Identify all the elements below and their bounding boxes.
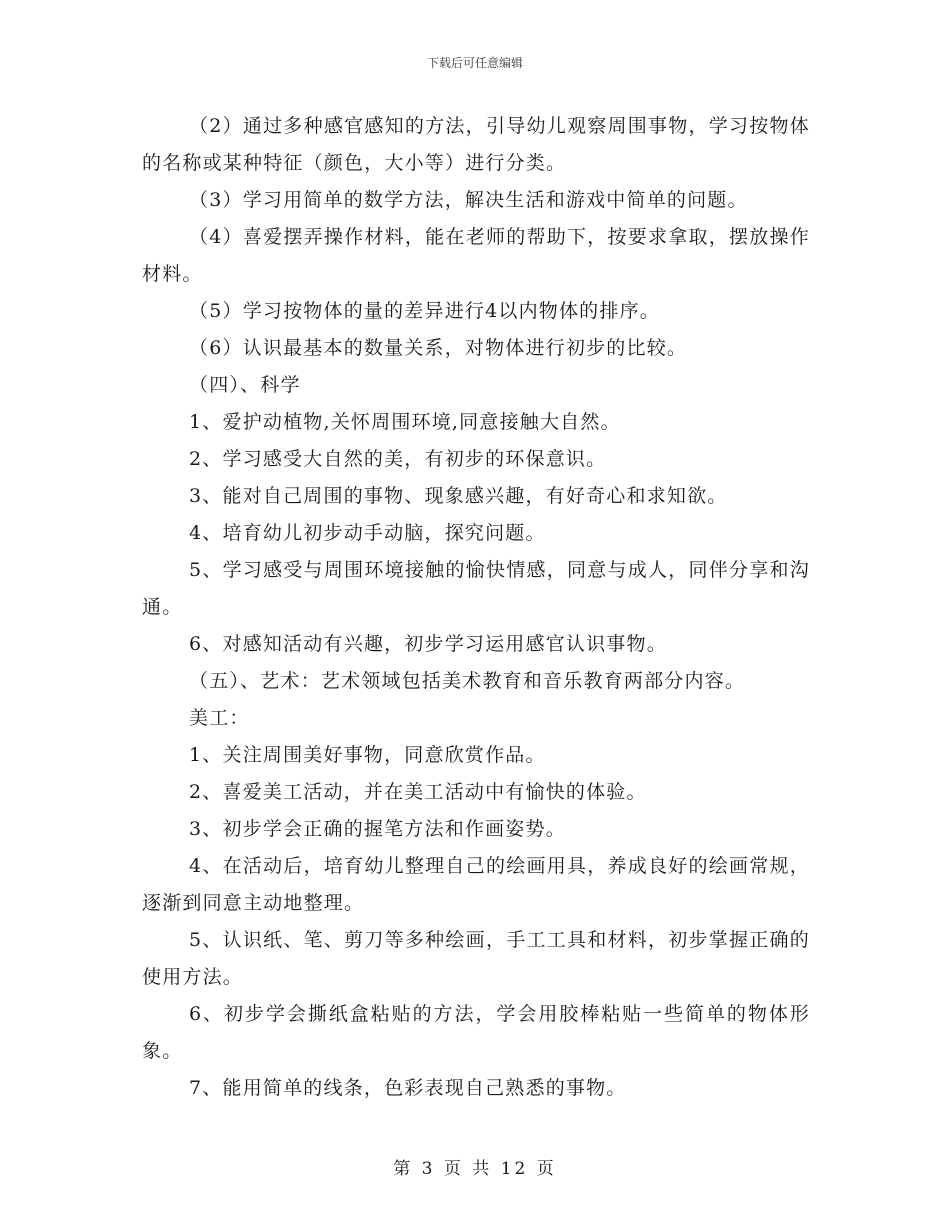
section-heading-art: （五）、艺术：艺术领域包括美术教育和音乐教育两部分内容。 bbox=[189, 670, 746, 692]
paragraph: 4、培育幼儿初步动手动脑，探究问题。 bbox=[189, 522, 546, 544]
paragraph: （2）通过多种感官感知的方法，引导幼儿观察周围事物，学习按物体的名称或某种特征（颜色，大小等）进行分类。 bbox=[142, 115, 810, 174]
paragraph: 1、关注周围美好事物，同意欣赏作品。 bbox=[189, 744, 546, 766]
paragraph: （3）学习用简单的数学方法，解决生活和游戏中简单的问题。 bbox=[189, 189, 748, 211]
page-header: 下载后可任意编辑 bbox=[426, 56, 523, 70]
paragraph: 7、能用简单的线条，色彩表现自己熟悉的事物。 bbox=[189, 1077, 627, 1099]
page-number-footer: 第 3 页 共 12 页 bbox=[393, 1159, 557, 1179]
paragraph: 5、认识纸、笔、剪刀等多种绘画，手工工具和材料，初步掌握正确的使用方法。 bbox=[142, 929, 810, 988]
section-heading-science: （四）、科学 bbox=[189, 374, 301, 396]
paragraph: 2、喜爱美工活动，并在美工活动中有愉快的体验。 bbox=[189, 781, 647, 803]
paragraph: （6）认识最基本的数量关系，对物体进行初步的比较。 bbox=[189, 337, 688, 359]
paragraph: 6、初步学会撕纸盒粘贴的方法，学会用胶棒粘贴一些简单的物体形象。 bbox=[142, 1003, 810, 1062]
paragraph: 5、学习感受与周围环境接触的愉快情感，同意与成人，同伴分享和沟通。 bbox=[142, 559, 810, 618]
paragraph: 6、对感知活动有兴趣，初步学习运用感官认识事物。 bbox=[189, 633, 667, 655]
paragraph: 4、在活动后，培育幼儿整理自己的绘画用具，养成良好的绘画常规，逐渐到同意主动地整理。 bbox=[142, 855, 810, 914]
paragraph: 1、爱护动植物,关怀周围环境,同意接触大自然。 bbox=[189, 411, 621, 433]
paragraph: 2、学习感受大自然的美，有初步的环保意识。 bbox=[189, 448, 607, 470]
subheading-art-craft: 美工： bbox=[189, 707, 250, 729]
paragraph: 3、能对自己周围的事物、现象感兴趣，有好奇心和求知欲。 bbox=[189, 485, 728, 507]
paragraph: （5）学习按物体的量的差异进行4以内物体的排序。 bbox=[189, 300, 660, 322]
paragraph: 3、初步学会正确的握笔方法和作画姿势。 bbox=[189, 818, 566, 840]
document-body bbox=[142, 108, 810, 1107]
paragraph: （4）喜爱摆弄操作材料，能在老师的帮助下，按要求拿取，摆放操作材料。 bbox=[142, 226, 810, 285]
